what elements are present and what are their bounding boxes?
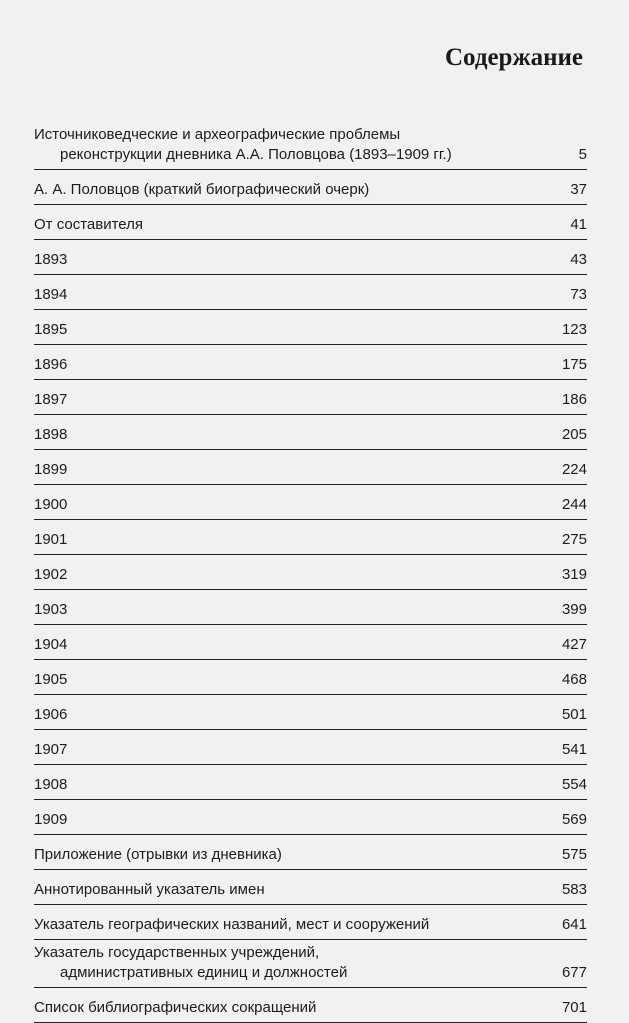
toc-entry-line: 1899 xyxy=(34,461,68,478)
toc-entry-title xyxy=(34,320,67,340)
toc-entry-line: 1895 xyxy=(34,321,68,338)
toc-entry-title xyxy=(34,880,265,900)
toc-entry-page-number: 275 xyxy=(561,531,587,548)
toc-entry-page-number: 501 xyxy=(561,706,587,723)
toc-entry-line: Список библиографических сокращений xyxy=(34,999,317,1016)
toc-entry-title xyxy=(34,775,67,795)
toc-entry-line: 1896 xyxy=(34,356,68,373)
toc-entry xyxy=(34,205,587,240)
toc-entry-page-number: 123 xyxy=(561,321,587,338)
toc-entry-page-number: 468 xyxy=(561,671,587,688)
toc-entry xyxy=(34,520,587,555)
toc-entry xyxy=(34,345,587,380)
toc-entry-title xyxy=(34,425,67,445)
toc-entry-page-number: 427 xyxy=(561,636,587,653)
toc-entry-line: 1897 xyxy=(34,391,68,408)
toc-entry-page-number: 41 xyxy=(570,216,587,233)
toc-entry-page-number: 641 xyxy=(561,916,587,933)
toc-entry-line: реконструкции дневника А.А. Половцова (1893–1909 гг.) xyxy=(60,146,452,163)
table-of-contents xyxy=(34,122,587,1023)
toc-entry xyxy=(34,450,587,485)
toc-entry-line: 1902 xyxy=(34,566,68,583)
toc-entry-line: От составителя xyxy=(34,216,144,233)
toc-entry-title xyxy=(34,845,282,865)
toc-entry-page-number: 554 xyxy=(561,776,587,793)
toc-entry xyxy=(34,730,587,765)
toc-entry-title xyxy=(34,355,67,375)
toc-entry xyxy=(34,310,587,345)
toc-entry-page-number: 575 xyxy=(561,846,587,863)
toc-entry-title xyxy=(34,810,67,830)
toc-entry xyxy=(34,988,587,1023)
toc-entry xyxy=(34,415,587,450)
toc-entry xyxy=(34,800,587,835)
toc-entry-line: административных единиц и должностей xyxy=(60,964,348,981)
toc-entry xyxy=(34,660,587,695)
toc-entry-line: 1900 xyxy=(34,496,68,513)
toc-entry-page-number: 319 xyxy=(561,566,587,583)
toc-entry-title xyxy=(34,670,67,690)
toc-entry-line: Аннотированный указатель имен xyxy=(34,881,265,898)
toc-entry-title xyxy=(34,390,67,410)
toc-entry-title xyxy=(34,915,429,935)
toc-entry-line: Указатель географических названий, мест и сооружений xyxy=(34,916,430,933)
toc-entry-page-number: 73 xyxy=(570,286,587,303)
toc-entry-title xyxy=(34,943,347,983)
toc-entry-line: 1905 xyxy=(34,671,68,688)
toc-entry-title xyxy=(34,285,67,305)
toc-entry-page-number: 399 xyxy=(561,601,587,618)
toc-entry-page-number: 541 xyxy=(561,741,587,758)
toc-entry xyxy=(34,170,587,205)
toc-entry-line: 1909 xyxy=(34,811,68,828)
toc-entry-title xyxy=(34,600,67,620)
toc-entry xyxy=(34,940,587,988)
toc-entry-line: А. А. Половцов (краткий биографический очерк) xyxy=(34,181,370,198)
toc-entry-page-number: 43 xyxy=(570,251,587,268)
toc-entry xyxy=(34,240,587,275)
toc-entry-page-number: 37 xyxy=(570,181,587,198)
toc-entry xyxy=(34,122,587,170)
toc-entry-page-number: 569 xyxy=(561,811,587,828)
toc-entry-page-number: 186 xyxy=(561,391,587,408)
toc-entry-title xyxy=(34,125,452,165)
toc-entry xyxy=(34,380,587,415)
toc-entry xyxy=(34,590,587,625)
toc-entry-page-number: 205 xyxy=(561,426,587,443)
toc-entry-title xyxy=(34,495,67,515)
toc-entry xyxy=(34,765,587,800)
toc-entry-title xyxy=(34,180,369,200)
toc-entry-line: 1894 xyxy=(34,286,68,303)
toc-entry xyxy=(34,625,587,660)
toc-entry-page-number: 244 xyxy=(561,496,587,513)
toc-entry-line: 1898 xyxy=(34,426,68,443)
toc-entry-line: Приложение (отрывки из дневника) xyxy=(34,846,282,863)
toc-entry-line: 1904 xyxy=(34,636,68,653)
toc-entry-line: 1903 xyxy=(34,601,68,618)
toc-entry-title xyxy=(34,998,316,1018)
toc-entry-title xyxy=(34,460,67,480)
page-title: Содержание xyxy=(444,44,583,71)
toc-entry xyxy=(34,835,587,870)
toc-entry-line: 1906 xyxy=(34,706,68,723)
toc-entry xyxy=(34,275,587,310)
toc-entry-line: Указатель государственных учреждений, xyxy=(34,944,320,961)
toc-entry-title xyxy=(34,635,67,655)
toc-entry-title xyxy=(34,705,67,725)
toc-entry xyxy=(34,695,587,730)
toc-entry xyxy=(34,905,587,940)
toc-entry-page-number: 677 xyxy=(561,964,587,981)
toc-entry xyxy=(34,485,587,520)
toc-entry-title xyxy=(34,215,143,235)
toc-entry-page-number: 224 xyxy=(561,461,587,478)
toc-entry-page-number: 5 xyxy=(578,146,587,163)
toc-entry-title xyxy=(34,740,67,760)
toc-entry-title xyxy=(34,530,67,550)
toc-entry-line: 1908 xyxy=(34,776,68,793)
toc-entry-line: Источниковедческие и археографические проблемы xyxy=(34,126,401,143)
toc-entry-line: 1893 xyxy=(34,251,68,268)
toc-entry-title xyxy=(34,250,67,270)
toc-entry-page-number: 583 xyxy=(561,881,587,898)
toc-entry-title xyxy=(34,565,67,585)
toc-entry-line: 1907 xyxy=(34,741,68,758)
toc-entry-page-number: 175 xyxy=(561,356,587,373)
toc-entry-page-number: 701 xyxy=(561,999,587,1016)
toc-entry xyxy=(34,555,587,590)
toc-entry-line: 1901 xyxy=(34,531,68,548)
